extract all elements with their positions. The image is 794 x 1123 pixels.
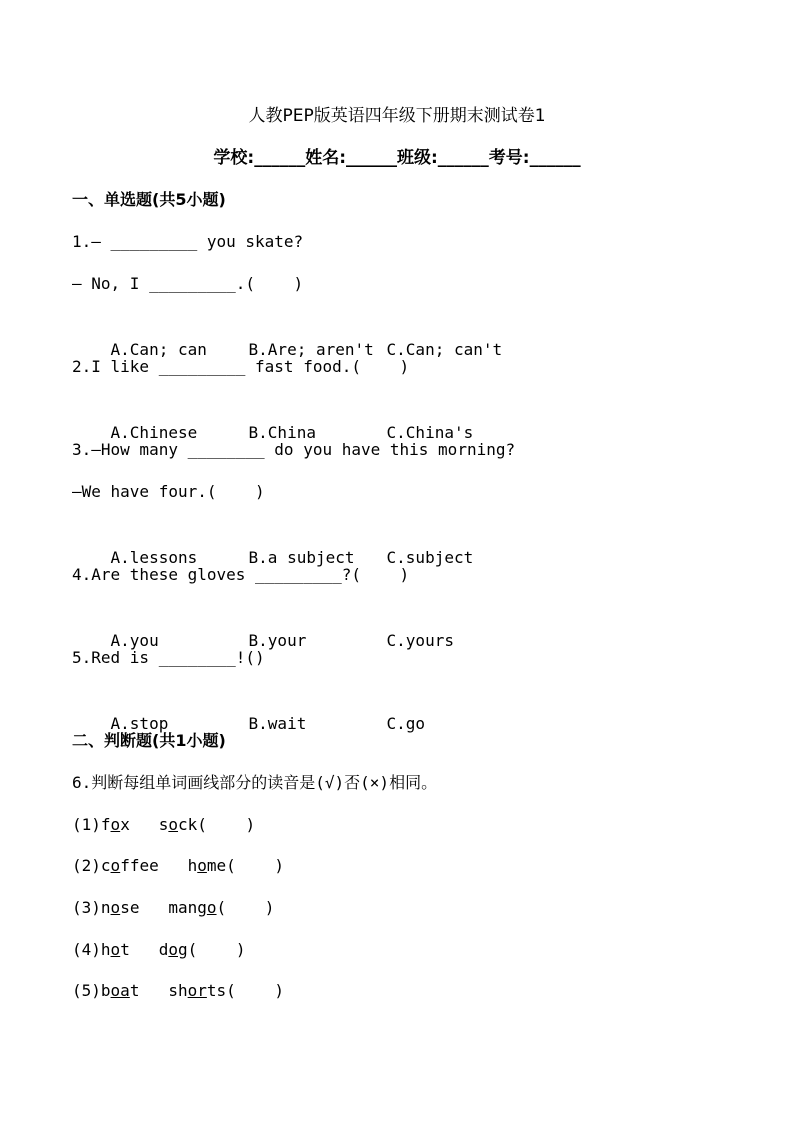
word-2-underlined: o: [197, 856, 207, 875]
question-6-item-3: [72, 896, 274, 920]
answer-blank: ( ): [216, 898, 275, 917]
word-2-underlined: o: [168, 815, 179, 834]
item-number: (4): [72, 940, 101, 959]
word-1-part: t: [129, 981, 140, 1000]
question-1-line-2: — No, I _________.( ): [72, 274, 304, 293]
question-3-line-1: 3.—How many ________ do you have this morning?: [72, 440, 516, 459]
word-2-underlined: o: [168, 940, 179, 959]
option-c: C.Can; can't: [386, 340, 503, 359]
spacer: [130, 815, 159, 834]
word-1-part: t: [120, 940, 130, 959]
question-3-line-2: —We have four.( ): [72, 482, 265, 501]
word-2-underlined: or: [187, 981, 207, 1000]
option-c: C.subject: [386, 548, 474, 567]
item-number: (1): [72, 815, 101, 834]
spacer: [139, 898, 168, 917]
word-2-part: me: [206, 856, 227, 875]
option-a: A.stop: [110, 714, 169, 733]
question-4-line-1: 4.Are these gloves _________?( ): [72, 565, 410, 584]
word-1-part: b: [100, 981, 111, 1000]
answer-blank: ( ): [226, 981, 284, 1000]
option-b: B.Are; aren't: [248, 340, 374, 359]
spacer: [159, 856, 188, 875]
item-number: (2): [72, 856, 101, 875]
word-2-part: sh: [168, 981, 188, 1000]
word-2-part: d: [158, 940, 169, 959]
section-heading-single-choice: 一、单选题(共5小题): [72, 190, 226, 209]
word-1-underlined: o: [110, 898, 121, 917]
option-c: C.China's: [386, 423, 474, 442]
option-b: B.wait: [248, 714, 307, 733]
word-2-underlined: o: [206, 898, 217, 917]
page-title: 人教PEP版英语四年级下册期末测试卷1: [248, 106, 546, 126]
word-1-part: h: [100, 940, 111, 959]
option-b: B.China: [248, 423, 316, 442]
option-b: B.a subject: [248, 548, 355, 567]
word-2-part: mang: [168, 898, 207, 917]
item-number: (3): [72, 898, 101, 917]
option-a: A.Chinese: [110, 423, 198, 442]
word-1-underlined: oa: [110, 981, 130, 1000]
answer-blank: ( ): [226, 856, 284, 875]
option-c: C.yours: [386, 631, 454, 650]
word-1-part: n: [100, 898, 111, 917]
word-2-part: g: [178, 940, 188, 959]
spacer: [130, 940, 159, 959]
word-1-underlined: o: [110, 815, 121, 834]
word-2-part: ck: [178, 815, 198, 834]
question-5-line-1: 5.Red is ________!(): [72, 648, 265, 667]
question-6-item-4: [72, 938, 245, 962]
student-info-line: 学校:______姓名:______班级:______考号:______: [213, 148, 581, 168]
word-2-part: ts: [206, 981, 227, 1000]
question-6-item-2: [72, 854, 284, 878]
option-c: C.go: [386, 714, 426, 733]
question-2-line-1: 2.I like _________ fast food.( ): [72, 357, 410, 376]
word-1-part: x: [120, 815, 130, 834]
question-1-line-1: 1.— _________ you skate?: [72, 232, 304, 251]
word-2-part: s: [158, 815, 169, 834]
answer-blank: ( ): [187, 940, 246, 959]
option-a: A.you: [110, 631, 159, 650]
question-6-item-5: [72, 979, 284, 1003]
answer-blank: ( ): [197, 815, 256, 834]
option-a: A.Can; can: [110, 340, 207, 359]
word-1-part: c: [100, 856, 111, 875]
word-1-part: f: [100, 815, 111, 834]
word-1-part: se: [120, 898, 140, 917]
section-heading-true-false: 二、判断题(共1小题): [72, 731, 226, 750]
option-b: B.your: [248, 631, 307, 650]
word-2-part: h: [187, 856, 198, 875]
word-1-underlined: o: [110, 940, 121, 959]
item-number: (5): [72, 981, 101, 1000]
question-6-item-1: [72, 813, 255, 837]
option-a: A.lessons: [110, 548, 198, 567]
word-1-underlined: o: [110, 856, 121, 875]
question-6-line-1: 6.判断每组单词画线部分的读音是(√)否(×)相同。: [72, 773, 438, 792]
word-1-part: ffee: [120, 856, 159, 875]
spacer: [139, 981, 168, 1000]
